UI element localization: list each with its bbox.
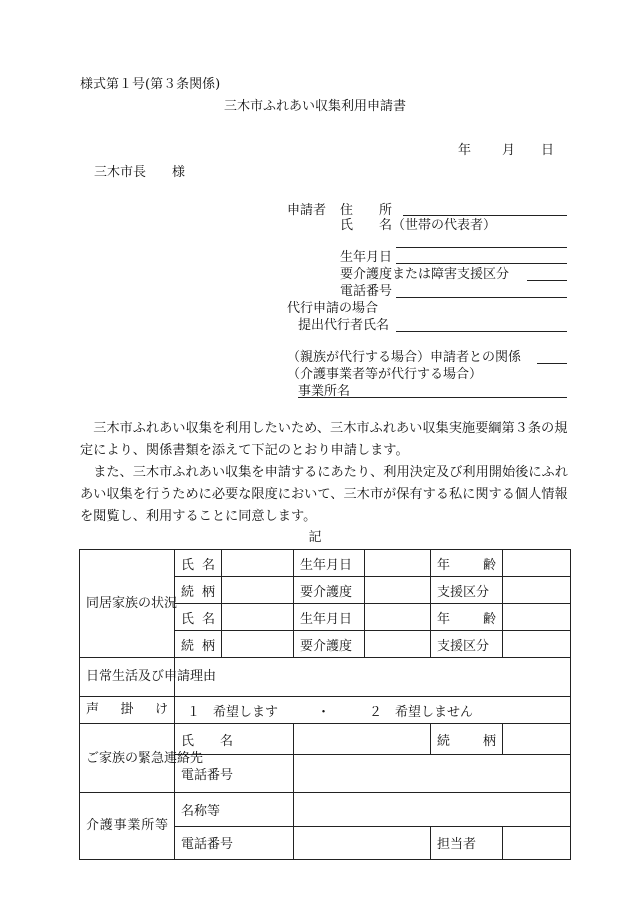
family1-relation-value[interactable] xyxy=(222,577,294,604)
date-year: 年 xyxy=(458,143,472,158)
proxy-heading: 代行申請の場合 xyxy=(287,301,379,316)
applicant-phone-label: 電話番号 xyxy=(340,284,393,299)
applicant-address-field[interactable] xyxy=(403,215,567,216)
applicant-care-level-label: 要介護度または障害支援区分 xyxy=(340,267,510,282)
applicant-name-label: 氏 名（世帯の代表者） xyxy=(340,218,497,233)
family1-relation-label: 続柄 xyxy=(175,577,222,604)
business-contact-label: 担当者 xyxy=(431,826,503,860)
applicant-birthdate-label: 生年月日 xyxy=(340,250,393,265)
family1-name-value[interactable] xyxy=(222,550,294,577)
proxy-business-name-label: 事業所名 xyxy=(298,384,351,399)
emergency-contact-label: ご家族の緊急連絡先 xyxy=(80,724,175,793)
family1-age-label: 年 齢 xyxy=(431,550,503,577)
reason-label: 日常生活及び申請理由 xyxy=(80,658,175,697)
applicant-label: 申請者 xyxy=(287,203,327,218)
emergency-name-value[interactable] xyxy=(294,724,431,755)
date-day: 日 xyxy=(541,143,555,158)
emergency-relation-label: 続 柄 xyxy=(431,724,503,755)
business-phone-value[interactable] xyxy=(294,826,431,860)
business-contact-value[interactable] xyxy=(503,826,571,860)
proxy-business-case: （介護事業者等が代行する場合） xyxy=(287,367,483,382)
family1-care-level-value[interactable] xyxy=(365,577,431,604)
family2-birthdate-value[interactable] xyxy=(365,604,431,631)
form-title: 三木市ふれあい収集利用申請書 xyxy=(223,99,406,114)
proxy-relation-field[interactable] xyxy=(537,363,567,364)
applicant-phone-field[interactable] xyxy=(396,297,567,298)
family1-support-label: 支援区分 xyxy=(431,577,503,604)
addressee: 三木市長 様 xyxy=(94,165,186,180)
family2-name-value[interactable] xyxy=(222,604,294,631)
application-table xyxy=(79,549,571,860)
proxy-submitter-field[interactable] xyxy=(396,331,567,332)
emergency-name-label: 氏 名 xyxy=(175,724,294,755)
business-phone-label: 電話番号 xyxy=(175,826,294,860)
form-number: 様式第１号(第３条関係) xyxy=(80,77,221,92)
body-text xyxy=(80,418,570,528)
family1-age-value[interactable] xyxy=(503,550,571,577)
family2-name-label: 氏名 xyxy=(175,604,222,631)
emergency-phone-label: 電話番号 xyxy=(175,755,294,793)
proxy-submitter-label: 提出代行者氏名 xyxy=(298,318,390,333)
family1-birthdate-value[interactable] xyxy=(365,550,431,577)
family2-age-value[interactable] xyxy=(503,604,571,631)
family-status-label: 同居家族の状況 xyxy=(80,550,175,658)
call-label: 声 掛 け xyxy=(80,697,175,724)
body-paragraph-1: 三木市ふれあい収集を利用したいため、三木市ふれあい収集実施要綱第３条の規定により、関係書類を添えて下記のとおり申請します。 xyxy=(80,421,568,458)
family2-support-value[interactable] xyxy=(503,631,571,658)
family2-birthdate-label: 生年月日 xyxy=(294,604,365,631)
family2-relation-value[interactable] xyxy=(222,631,294,658)
reason-value[interactable] xyxy=(175,658,571,697)
family1-care-level-label: 要介護度 xyxy=(294,577,365,604)
date-month: 月 xyxy=(502,143,516,158)
call-options[interactable]: １ 希望します ・ ２ 希望しません xyxy=(175,697,571,724)
family2-relation-label: 続柄 xyxy=(175,631,222,658)
business-name-value[interactable] xyxy=(294,793,571,827)
emergency-phone-value[interactable] xyxy=(294,755,571,793)
family2-care-level-value[interactable] xyxy=(365,631,431,658)
family2-care-level-label: 要介護度 xyxy=(294,631,365,658)
applicant-care-level-field[interactable] xyxy=(527,280,567,281)
business-name-label: 名称等 xyxy=(175,793,294,827)
family2-support-label: 支援区分 xyxy=(431,631,503,658)
emergency-relation-value[interactable] xyxy=(503,724,571,755)
ki-label: 記 xyxy=(308,530,322,545)
family1-support-value[interactable] xyxy=(503,577,571,604)
family2-age-label: 年 齢 xyxy=(431,604,503,631)
proxy-family-case: （親族が代行する場合）申請者との関係 xyxy=(287,350,522,365)
applicant-address-label: 住 所 xyxy=(340,203,393,218)
applicant-name-field[interactable] xyxy=(396,247,567,248)
body-paragraph-2: また、三木市ふれあい収集を申請するにあたり、利用決定及び利用開始後にふれあい収集を行うために必要な限度において、三木市が保有する私に関する個人情報を閲覧し、利用することに同意します。 xyxy=(80,465,568,524)
family1-birthdate-label: 生年月日 xyxy=(294,550,365,577)
family1-name-label: 氏名 xyxy=(175,550,222,577)
care-business-label: 介護事業所等 xyxy=(80,793,175,860)
proxy-business-name-field[interactable] xyxy=(298,397,567,398)
applicant-birthdate-field[interactable] xyxy=(396,263,567,264)
